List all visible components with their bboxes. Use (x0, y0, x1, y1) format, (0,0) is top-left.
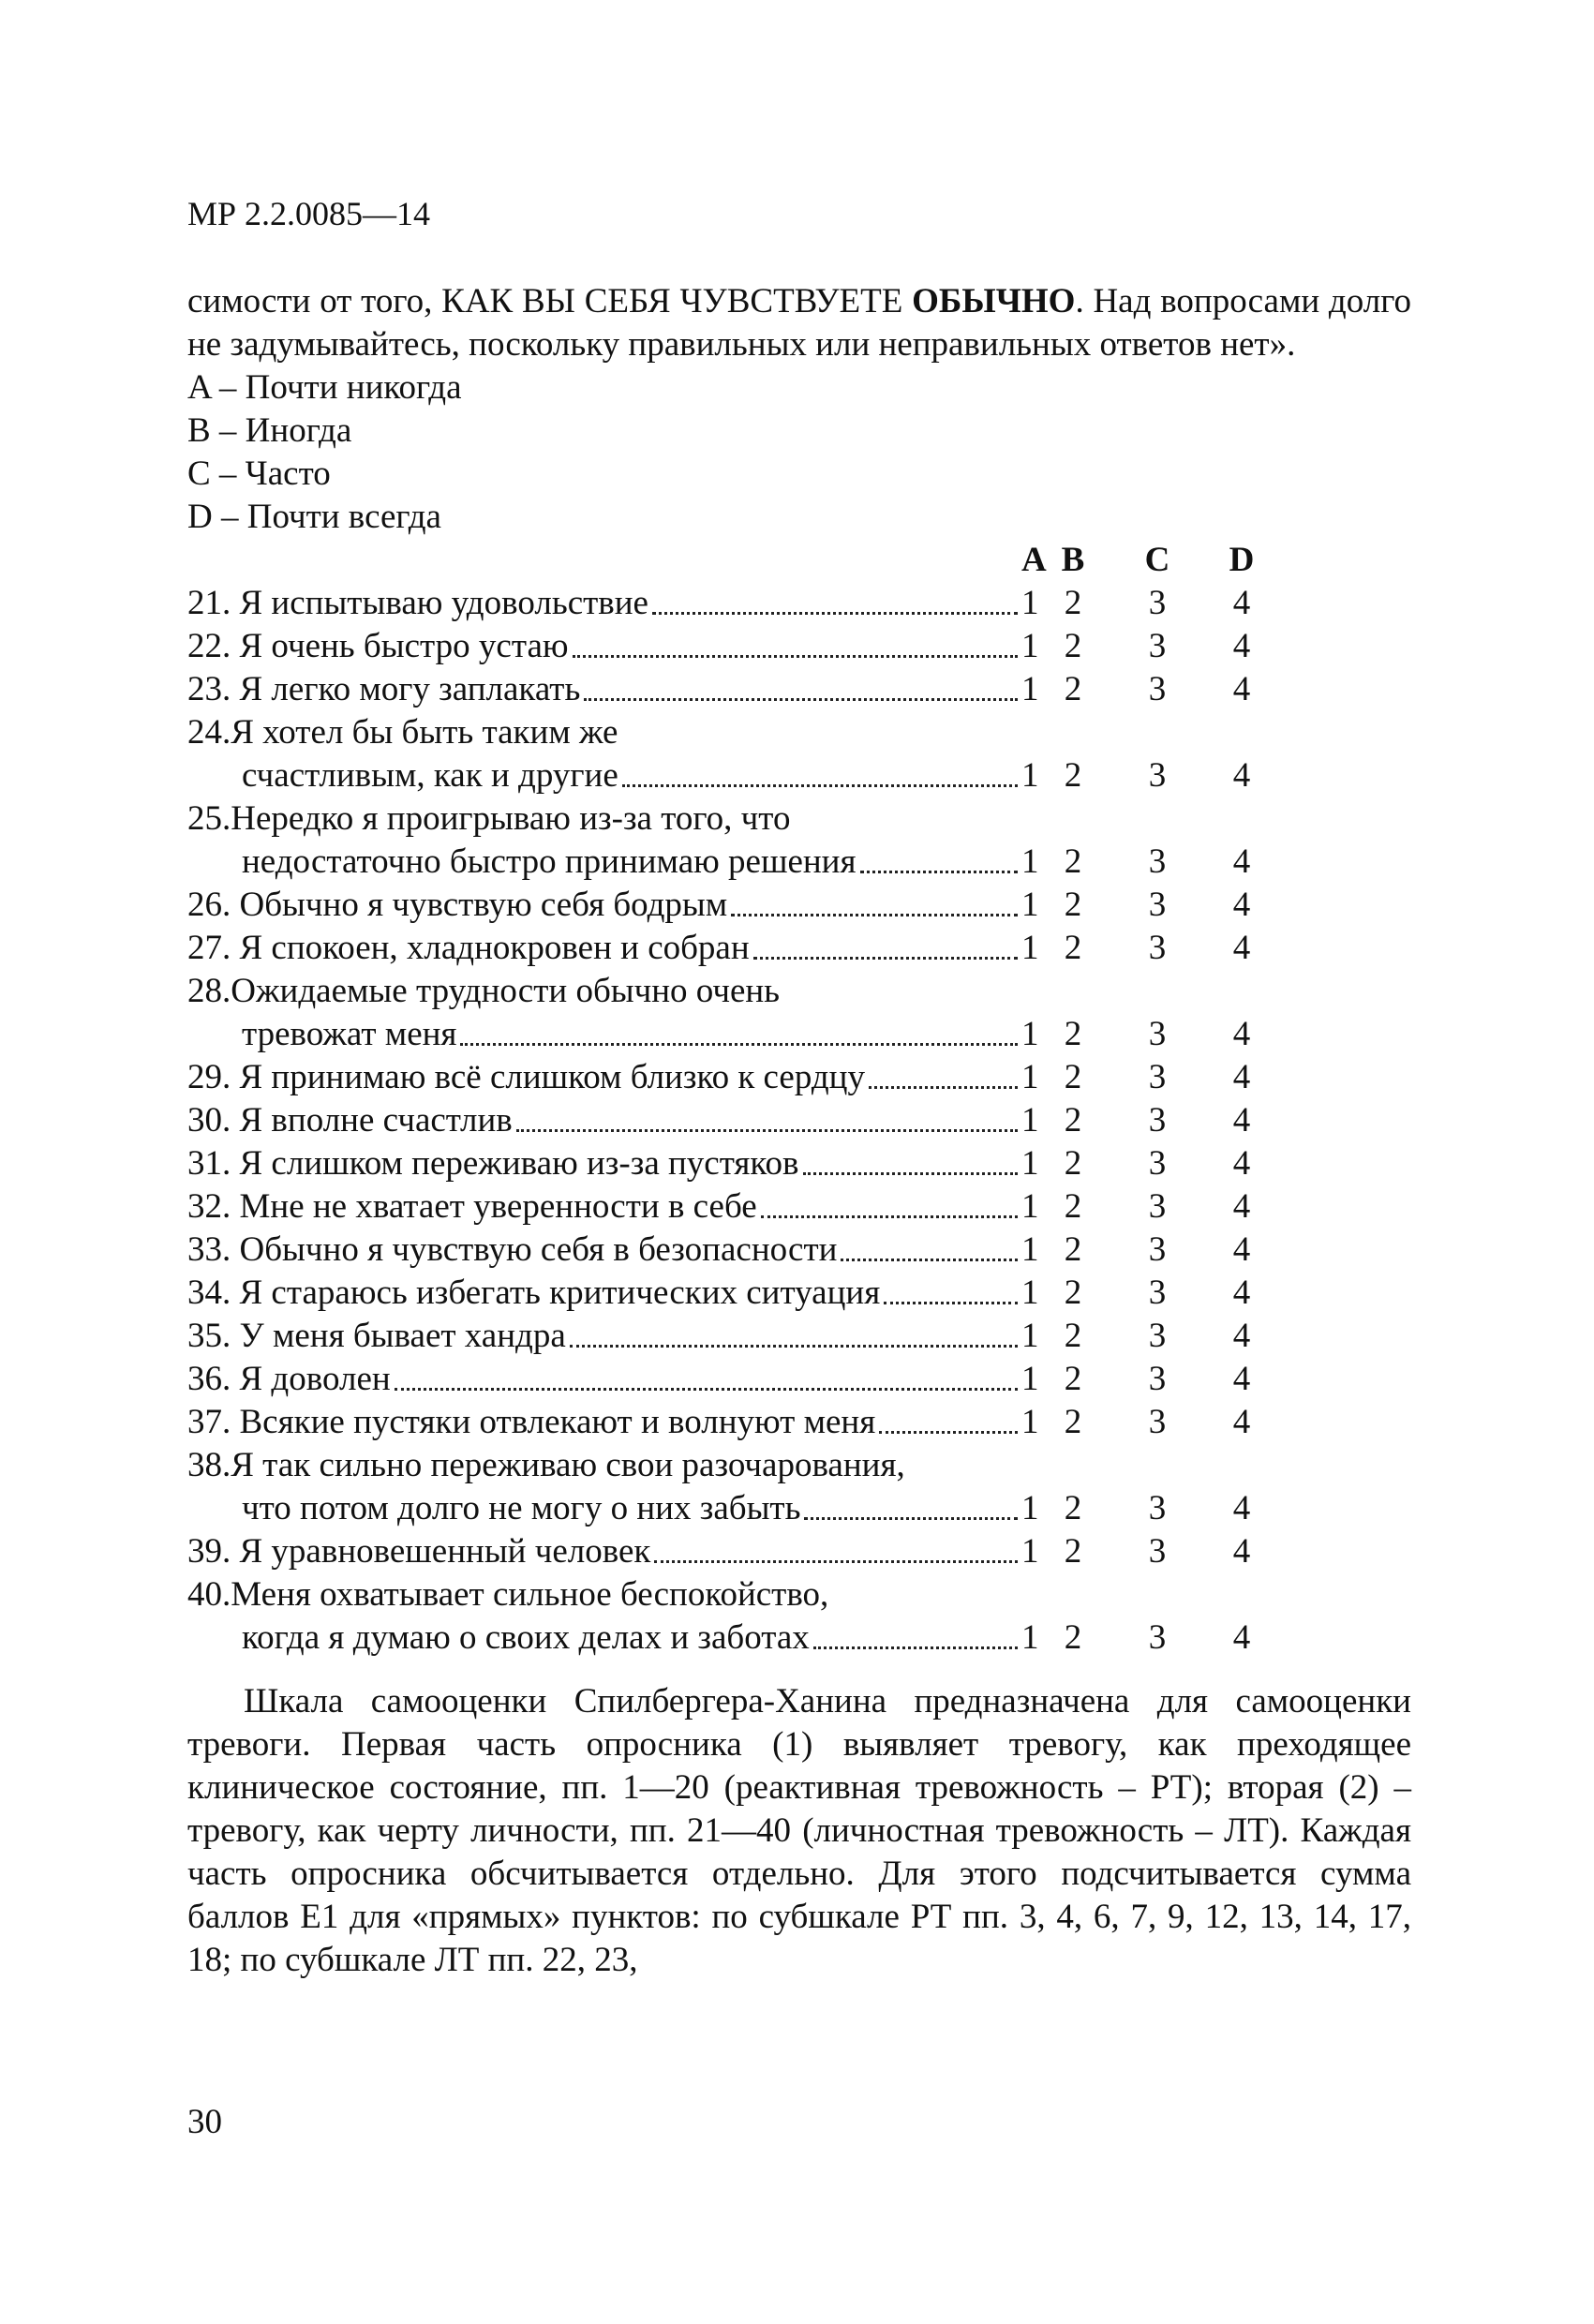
score-d: 4 (1232, 1618, 1251, 1657)
question-number: 30. (187, 1101, 231, 1140)
question-row (187, 1056, 1284, 1099)
question-text: Я легко могу заплакать (239, 670, 581, 708)
question-text: счастливым, как и другие (242, 756, 618, 795)
question-row (187, 625, 1284, 668)
dot-leader (803, 1172, 1019, 1175)
score-c: 3 (1148, 1274, 1167, 1312)
dot-leader (879, 1431, 1018, 1434)
score-b: 2 (1064, 584, 1082, 622)
intro-paragraph (187, 280, 1411, 366)
score-b: 2 (1064, 1230, 1082, 1269)
question-text: Я доволен (239, 1360, 391, 1398)
score-b: 2 (1064, 756, 1082, 795)
dot-leader (813, 1646, 1018, 1649)
score-d: 4 (1232, 1230, 1251, 1269)
question-row (187, 1530, 1284, 1573)
score-b: 2 (1064, 1187, 1082, 1226)
dot-leader (804, 1517, 1018, 1520)
score-d: 4 (1232, 1532, 1251, 1571)
score-c: 3 (1148, 1403, 1167, 1441)
score-d: 4 (1232, 886, 1251, 924)
score-c: 3 (1148, 756, 1167, 795)
question-text-first-line: Я хотел бы быть таким же (231, 713, 618, 752)
question-row-first-line (187, 1444, 1284, 1487)
question-text: Я принимаю всё слишком близко к сердцу (239, 1058, 865, 1096)
question-text: тревожат меня (242, 1015, 457, 1053)
question-row (187, 1358, 1284, 1401)
score-b: 2 (1064, 1403, 1082, 1441)
question-row (187, 668, 1284, 711)
column-header-d: D (1229, 541, 1255, 579)
dot-leader (460, 1043, 1018, 1046)
score-d: 4 (1232, 584, 1251, 622)
question-number: 25. (187, 799, 231, 838)
score-d: 4 (1232, 1489, 1251, 1527)
column-header-a: A (1021, 541, 1047, 579)
column-header-b: B (1061, 541, 1085, 579)
question-row-first-line (187, 1573, 1284, 1616)
score-d: 4 (1232, 1101, 1251, 1140)
question-row (187, 1185, 1284, 1229)
score-a: 1 (1021, 1187, 1039, 1226)
score-d: 4 (1232, 1187, 1251, 1226)
question-row (187, 1487, 1284, 1530)
score-a: 1 (1021, 1360, 1039, 1398)
score-a: 1 (1021, 886, 1039, 924)
question-text: Обычно я чувствую себя бодрым (239, 886, 728, 924)
dot-leader (573, 655, 1018, 658)
question-text: Обычно я чувствую себя в безопасности (239, 1230, 838, 1269)
dot-leader (570, 1345, 1018, 1348)
score-c: 3 (1148, 1489, 1167, 1527)
questionnaire-table (187, 539, 1284, 1660)
score-c: 3 (1148, 1187, 1167, 1226)
score-a: 1 (1021, 1489, 1039, 1527)
question-number: 33. (187, 1230, 231, 1269)
question-number: 23. (187, 670, 231, 708)
question-text-first-line: Я так сильно переживаю свои разочарования, (231, 1446, 905, 1484)
dot-leader (622, 784, 1018, 787)
document-code: МР 2.2.0085—14 (187, 195, 431, 232)
dot-leader (584, 698, 1018, 701)
score-a: 1 (1021, 929, 1039, 967)
score-b: 2 (1064, 1144, 1082, 1183)
question-row-first-line (187, 970, 1284, 1013)
option-d: D – Почти всегда (187, 498, 441, 536)
question-number: 29. (187, 1058, 231, 1096)
score-d: 4 (1232, 1274, 1251, 1312)
question-text: У меня бывает хандра (239, 1317, 566, 1355)
question-text-first-line: Нередко я проигрываю из-за того, что (231, 799, 791, 838)
page-number: 30 (187, 2103, 222, 2141)
score-c: 3 (1148, 842, 1167, 881)
question-text: недостаточно быстро принимаю решения (242, 842, 857, 881)
intro-text-end: . Над вопросами долго не задумывайтесь, поскольку правильных или неправильных ответов нет». (187, 282, 1411, 364)
score-a: 1 (1021, 842, 1039, 881)
question-row (187, 1616, 1284, 1660)
dot-leader (395, 1388, 1018, 1391)
score-b: 2 (1064, 627, 1082, 665)
score-d: 4 (1232, 1317, 1251, 1355)
question-text: Я очень быстро устаю (239, 627, 569, 665)
question-number: 22. (187, 627, 231, 665)
dot-leader (652, 612, 1018, 615)
question-number: 36. (187, 1360, 231, 1398)
question-row (187, 841, 1284, 884)
question-number: 28. (187, 972, 231, 1010)
dot-leader (841, 1259, 1018, 1261)
score-a: 1 (1021, 1015, 1039, 1053)
question-row (187, 1229, 1284, 1272)
question-number: 37. (187, 1403, 231, 1441)
score-d: 4 (1232, 1144, 1251, 1183)
score-d: 4 (1232, 1360, 1251, 1398)
question-number: 32. (187, 1187, 231, 1226)
score-c: 3 (1148, 1532, 1167, 1571)
scale-description: Шкала самооценки Спилбергера-Ханина предназначена для самооценки тревоги. Первая часть опросника (1) выявляет тревогу, как преходящее клиническое состояние, пп. 1—20 (реактивная тревожность – РТ); вторая (2) – тревогу, как черту личности, пп. 21—40 (личностная тревожность – ЛТ). Каждая часть опросника обсчитывается отдельно. Для этого подсчитывается сумма баллов Е1 для «прямых» пунктов: по субшкале РТ пп. 3, 4, 6, 7, 9, 12, 13, 14, 17, 18; по субшкале ЛТ пп. 22, 23, (187, 1682, 1411, 1979)
score-c: 3 (1148, 1144, 1167, 1183)
score-b: 2 (1064, 1317, 1082, 1355)
dot-leader (869, 1086, 1018, 1089)
score-c: 3 (1148, 1058, 1167, 1096)
question-row (187, 1013, 1284, 1056)
score-d: 4 (1232, 670, 1251, 708)
intro-bold-word: ОБЫЧНО (912, 282, 1076, 320)
score-b: 2 (1064, 1489, 1082, 1527)
score-a: 1 (1021, 1230, 1039, 1269)
score-b: 2 (1064, 929, 1082, 967)
question-row (187, 582, 1284, 625)
question-text: когда я думаю о своих делах и заботах (242, 1618, 810, 1657)
question-row-first-line (187, 711, 1284, 754)
score-a: 1 (1021, 1274, 1039, 1312)
score-a: 1 (1021, 1317, 1039, 1355)
dot-leader (516, 1129, 1018, 1132)
answer-options (187, 366, 1411, 539)
score-b: 2 (1064, 1274, 1082, 1312)
question-row (187, 1099, 1284, 1142)
question-text: Я вполне счастлив (239, 1101, 513, 1140)
score-a: 1 (1021, 1144, 1039, 1183)
column-header-c: C (1144, 541, 1170, 579)
dot-leader (753, 957, 1018, 960)
question-row (187, 927, 1284, 970)
score-b: 2 (1064, 670, 1082, 708)
score-d: 4 (1232, 1015, 1251, 1053)
question-text: Я спокоен, хладнокровен и собран (239, 929, 750, 967)
question-text: Я слишком переживаю из-за пустяков (239, 1144, 799, 1183)
dot-leader (731, 914, 1018, 916)
question-number: 34. (187, 1274, 231, 1312)
score-c: 3 (1148, 1360, 1167, 1398)
score-d: 4 (1232, 929, 1251, 967)
score-c: 3 (1148, 886, 1167, 924)
score-b: 2 (1064, 886, 1082, 924)
score-b: 2 (1064, 1532, 1082, 1571)
score-d: 4 (1232, 1058, 1251, 1096)
question-number: 38. (187, 1446, 231, 1484)
score-c: 3 (1148, 670, 1167, 708)
question-number: 40. (187, 1575, 231, 1614)
score-a: 1 (1021, 627, 1039, 665)
score-b: 2 (1064, 842, 1082, 881)
score-a: 1 (1021, 670, 1039, 708)
question-row (187, 754, 1284, 797)
score-d: 4 (1232, 756, 1251, 795)
question-text: Мне не хватает уверенности в себе (239, 1187, 757, 1226)
score-a: 1 (1021, 1403, 1039, 1441)
question-text: Я уравновешенный человек (239, 1532, 651, 1571)
dot-leader (761, 1215, 1018, 1218)
question-number: 35. (187, 1317, 231, 1355)
score-c: 3 (1148, 929, 1167, 967)
question-number: 21. (187, 584, 231, 622)
question-row-first-line (187, 797, 1284, 841)
question-text: Всякие пустяки отвлекают и волнуют меня (239, 1403, 876, 1441)
intro-text-start: симости от того, КАК ВЫ СЕБЯ ЧУВСТВУЕТЕ (187, 282, 913, 320)
score-d: 4 (1232, 842, 1251, 881)
dot-leader (860, 871, 1019, 873)
score-b: 2 (1064, 1360, 1082, 1398)
question-text: Я стараюсь избегать критических ситуация (239, 1274, 881, 1312)
score-a: 1 (1021, 584, 1039, 622)
option-b: B – Иногда (187, 411, 352, 450)
question-text: Я испытываю удовольствие (239, 584, 648, 622)
score-a: 1 (1021, 1532, 1039, 1571)
score-c: 3 (1148, 627, 1167, 665)
score-b: 2 (1064, 1058, 1082, 1096)
score-d: 4 (1232, 1403, 1251, 1441)
question-row (187, 1401, 1284, 1444)
question-row (187, 1142, 1284, 1185)
score-c: 3 (1148, 1317, 1167, 1355)
score-c: 3 (1148, 1618, 1167, 1657)
score-c: 3 (1148, 584, 1167, 622)
score-b: 2 (1064, 1618, 1082, 1657)
column-header-row (187, 539, 1284, 582)
question-number: 24. (187, 713, 231, 752)
score-c: 3 (1148, 1101, 1167, 1140)
question-number: 26. (187, 886, 231, 924)
score-b: 2 (1064, 1015, 1082, 1053)
score-a: 1 (1021, 1058, 1039, 1096)
score-a: 1 (1021, 756, 1039, 795)
option-c: C – Часто (187, 454, 331, 493)
score-a: 1 (1021, 1101, 1039, 1140)
score-c: 3 (1148, 1015, 1167, 1053)
question-number: 31. (187, 1144, 231, 1183)
question-row (187, 1315, 1284, 1358)
score-b: 2 (1064, 1101, 1082, 1140)
question-text-first-line: Меня охватывает сильное беспокойство, (231, 1575, 829, 1614)
score-c: 3 (1148, 1230, 1167, 1269)
question-text-first-line: Ожидаемые трудности обычно очень (231, 972, 781, 1010)
question-text: что потом долго не могу о них забыть (242, 1489, 801, 1527)
score-d: 4 (1232, 627, 1251, 665)
question-number: 27. (187, 929, 231, 967)
question-row (187, 884, 1284, 927)
score-a: 1 (1021, 1618, 1039, 1657)
dot-leader (884, 1302, 1018, 1304)
question-row (187, 1272, 1284, 1315)
question-number: 39. (187, 1532, 231, 1571)
dot-leader (654, 1560, 1018, 1563)
option-a: A – Почти никогда (187, 368, 462, 407)
